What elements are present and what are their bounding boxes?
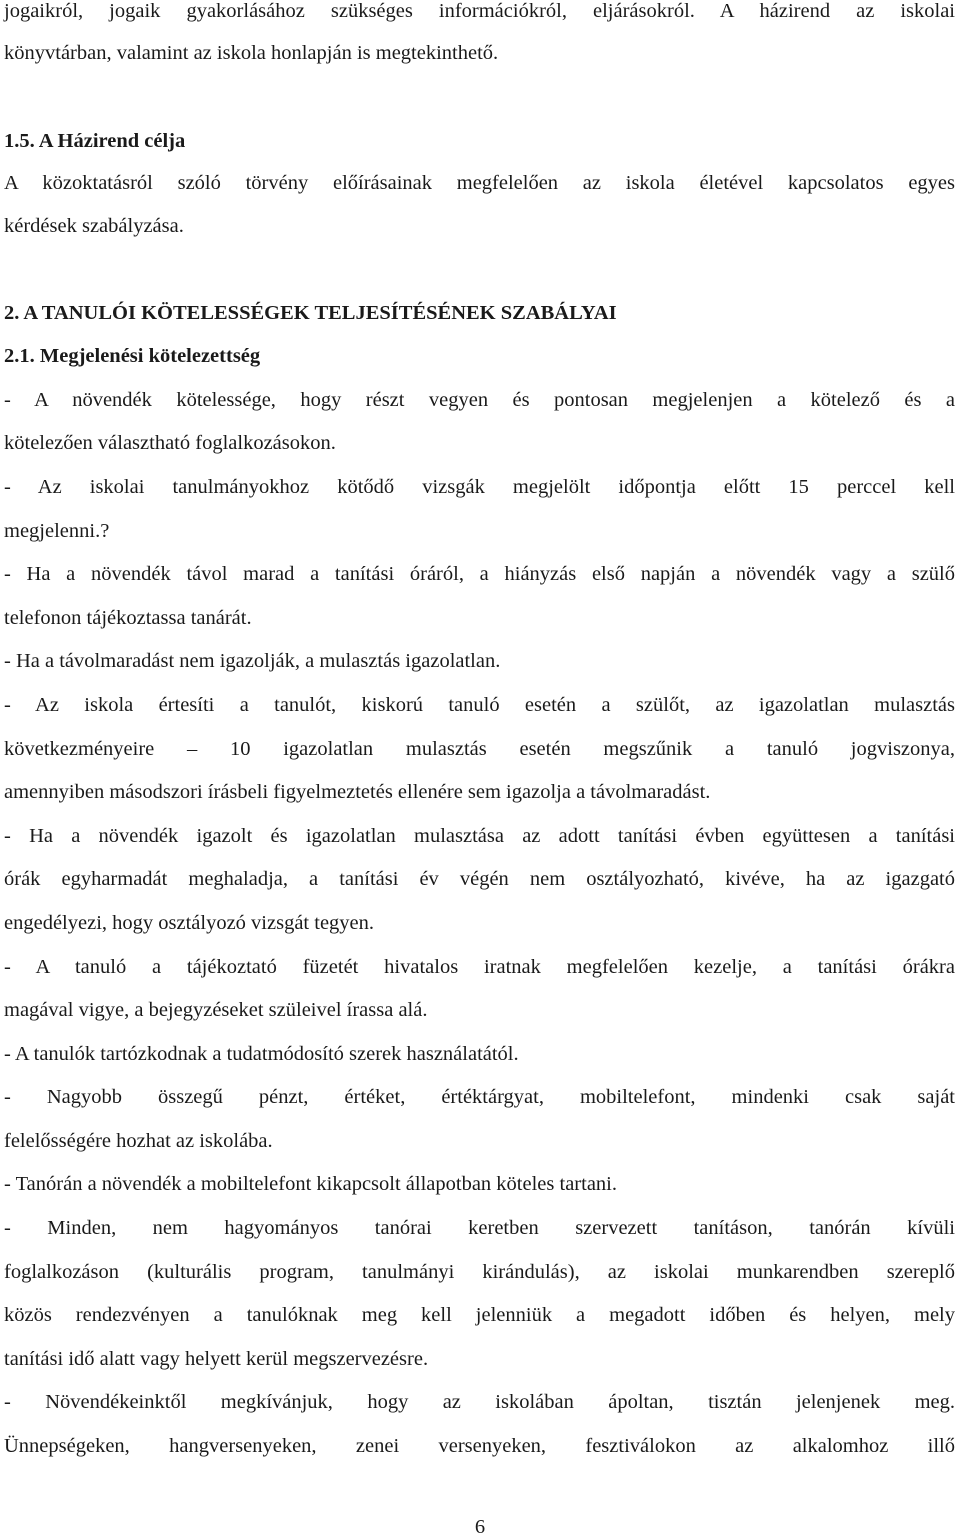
text-line: - Ha a növendék távol marad a tanítási óráról, a hiányzás első napján a növendék vagy a szülő — [4, 563, 955, 585]
text-line: megjelenni.? — [4, 520, 110, 542]
text-line: - Az iskola értesíti a tanulót, kiskorú tanuló esetén a szülőt, az igazolatlan mulasztás — [4, 694, 955, 716]
section-heading: 2.1. Megjelenési kötelezettség — [4, 345, 261, 367]
text-line: - A tanulók tartózkodnak a tudatmódosító szerek használatától. — [4, 1043, 519, 1065]
text-line: - Minden, nem hagyományos tanórai keretben szervezett tanításon, tanórán kívüli — [4, 1217, 955, 1239]
text-line: telefonon tájékoztassa tanárát. — [4, 607, 252, 629]
text-line: A közoktatásról szóló törvény előírásainak megfelelően az iskola életével kapcsolatos egyes — [4, 172, 955, 194]
text-line: tanítási idő alatt vagy helyett kerül megszervezésre. — [4, 1348, 429, 1370]
text-line: könyvtárban, valamint az iskola honlapján is megtekinthető. — [4, 42, 499, 64]
text-line: - Növendékeinktől megkívánjuk, hogy az iskolában ápoltan, tisztán jelenjenek meg. — [4, 1391, 955, 1413]
text-line: magával vigye, a bejegyzéseket szüleivel írassa alá. — [4, 999, 428, 1021]
text-line: kérdések szabályzása. — [4, 215, 184, 237]
text-line: jogaikról, jogaik gyakorlásához szükséges információkról, eljárásokról. A házirend az iskolai — [4, 0, 955, 22]
text-line: - A tanuló a tájékoztató füzetét hivatalos iratnak megfelelően kezelje, a tanítási órákra — [4, 956, 955, 978]
text-line: - Ha a növendék igazolt és igazolatlan mulasztása az adott tanítási évben együttesen a tanítási — [4, 825, 955, 847]
text-line: engedélyezi, hogy osztályozó vizsgát tegyen. — [4, 912, 375, 934]
text-line: közös rendezvényen a tanulóknak meg kell jelenniük a megadott időben és helyen, mely — [4, 1304, 955, 1326]
text-line: felelősségére hozhat az iskolába. — [4, 1130, 273, 1152]
text-line: Ünnepségeken, hangversenyeken, zenei versenyeken, fesztiválokon az alkalomhoz illő — [4, 1435, 955, 1457]
page-number: 6 — [474, 1516, 486, 1538]
text-line: - A növendék kötelessége, hogy részt vegyen és pontosan megjelenjen a kötelező és a — [4, 389, 955, 411]
chapter-heading: 2. A TANULÓI KÖTELESSÉGEK TELJESÍTÉSÉNEK SZABÁLYAI — [4, 302, 617, 324]
text-line: órák egyharmadát meghaladja, a tanítási év végén nem osztályozható, kivéve, ha az igazgató — [4, 868, 955, 890]
section-heading: 1.5. A Házirend célja — [4, 130, 186, 152]
text-line: következményeire – 10 igazolatlan mulasztás esetén megszűnik a tanuló jogviszonya, — [4, 738, 955, 760]
text-line: - Tanórán a növendék a mobiltelefont kikapcsolt állapotban köteles tartani. — [4, 1173, 617, 1195]
text-line: foglalkozáson (kulturális program, tanulmányi kirándulás), az iskolai munkarendben szereplő — [4, 1261, 955, 1283]
text-line: - Az iskolai tanulmányokhoz kötődő vizsgák megjelölt időpontja előtt 15 perccel kell — [4, 476, 955, 498]
text-line: kötelezően választható foglalkozásokon. — [4, 432, 336, 454]
text-line: - Nagyobb összegű pénzt, értéket, értéktárgyat, mobiltelefont, mindenki csak saját — [4, 1086, 955, 1108]
text-line: - Ha a távolmaradást nem igazolják, a mulasztás igazolatlan. — [4, 650, 501, 672]
text-line: amennyiben másodszori írásbeli figyelmeztetés ellenére sem igazolja a távolmaradást. — [4, 781, 711, 803]
